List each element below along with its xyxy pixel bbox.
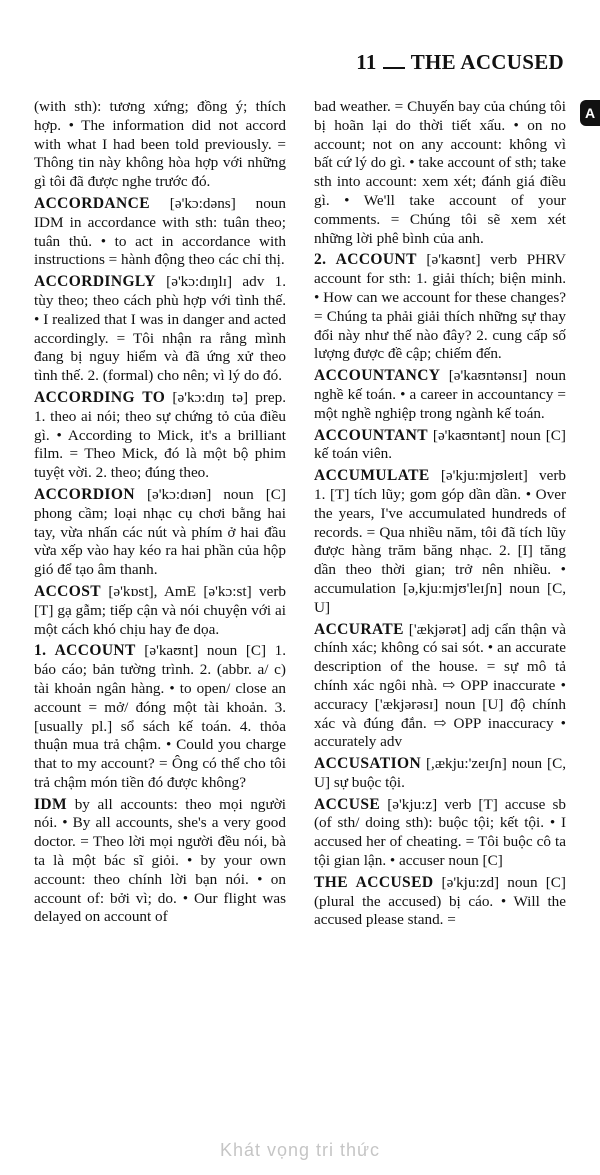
entry-according-to: ACCORDING TO [ə'kɔ:dɪŋ tə] prep. 1. theo ai nói; theo sự chứng tỏ của điều gì. • According to Mick, it's a brilliant film. = Theo Mick, đó là một bộ phim tuyệt vời. 2. theo; đúng theo. bbox=[34, 388, 286, 482]
headword: ACCORDING TO bbox=[34, 388, 166, 406]
entry-account-continued: bad weather. = Chuyến bay của chúng tôi bị hoãn lại do thời tiết xấu. • on no account; not on any account: không vì bất cứ lý do gì. • take account of sth; take sth into account: xem xét; đánh giá điều gì. • We'll take account of your comments. = Chúng tôi sẽ xem xét những lời phê bình của anh. bbox=[314, 98, 566, 247]
headword: 2. ACCOUNT bbox=[314, 251, 417, 269]
entry-accordion: ACCORDION [ə'kɔ:dɪən] noun [C] phong cầm; loại nhạc cụ chơi bằng hai tay, vừa nhấn các nút và phím ở hai đầu vừa xếp vào hay kéo ra hai phần của hộp gió để tạo âm thanh. bbox=[34, 485, 286, 579]
headword: ACCUSE bbox=[314, 795, 381, 813]
entry-accusation: ACCUSATION [,ækju:'zeɪʃn] noun [C, U] sự buộc tội. bbox=[314, 755, 566, 791]
entry-accordance: ACCORDANCE [ə'kɔ:dəns] noun IDM in accordance with sth: tuân theo; tuân thủ. • to act in accordance with instructions = hành động theo các chỉ thị. bbox=[34, 194, 286, 269]
watermark: Khát vọng tri thức bbox=[219, 1140, 381, 1160]
page-number: 11 bbox=[356, 50, 377, 74]
headword: IDM bbox=[34, 795, 68, 813]
right-column bbox=[314, 98, 566, 933]
headword: ACCOST bbox=[34, 582, 101, 600]
entry-accurate: ACCURATE ['ækjərət] adj cẩn thận và chính xác; không có sai sót. • an accurate description of the house. = sự mô tả chính xác ngôi nhà. ⇨ OPP inaccurate • accuracy ['ækjərəsɪ] noun [U] độ chính xác và đúng đắn. ⇨ OPP inaccuracy • accurately adv bbox=[314, 620, 566, 751]
entry-accuse: ACCUSE [ə'kju:z] verb [T] accuse sb (of sth/ doing sth): buộc tội; kết tội. • I accused her of cheating. = Tôi buộc cô ta tội gian lận. • accuser noun [C] bbox=[314, 795, 566, 870]
headword: ACCUMULATE bbox=[314, 467, 430, 485]
entry-account-noun: 1. ACCOUNT [ə'kaʊnt] noun [C] 1. báo cáo; bản tường trình. 2. (abbr. a/ c) tài khoản ngân hàng. • to open/ close an account = mở/ đóng một tài khoản. 3. [usually pl.] sổ sách kế toán. 4. thỏa thuận mua trả chậm. • Could you charge that to my account? = Ông có thể cho tôi trả chậm món tiền đó được không? bbox=[34, 642, 286, 791]
entry-accountant: ACCOUNTANT [ə'kaʊntənt] noun [C] kế toán viên. bbox=[314, 426, 566, 463]
entry-accord-continued: (with sth): tương xứng; đồng ý; thích hợp. • The information did not accord with what I had been told previously. = Thông tin này không hòa hợp với những gì tôi đã được nghe trước đó. bbox=[34, 98, 286, 191]
headword: ACCORDINGLY bbox=[34, 273, 156, 291]
headword: ACCURATE bbox=[314, 620, 404, 638]
headword: ACCUSATION bbox=[314, 755, 422, 773]
headword: 1. ACCOUNT bbox=[34, 642, 136, 660]
entry-accountancy: ACCOUNTANCY [ə'kaʊntənsɪ] noun nghề kế toán. • a career in accountancy = một nghề nghiệp trong ngành kế toán. bbox=[314, 367, 566, 422]
headword: ACCOUNTANT bbox=[314, 426, 428, 444]
entry-account-idioms: IDM by all accounts: theo mọi người nói. • By all accounts, she's a very good doctor. = Theo lời mọi người đều nói, bà ta là một bác sĩ giỏi. • by your own account: theo chính lời bạn nói. • on account of: bởi vì; do. • Our flight was delayed on account of bbox=[34, 795, 286, 926]
entry-accost: ACCOST [ə'kɒst], AmE [ə'kɔ:st] verb [T] gạ gẫm; tiếp cận và nói chuyện với ai một cách khó chịu hay đe dọa. bbox=[34, 582, 286, 638]
entry-accumulate: ACCUMULATE [ə'kju:mjʊleɪt] verb 1. [T] tích lũy; gom góp dần dần. • Over the years, I've accumulated hundreds of records. = Qua nhiều năm, tôi đã tích lũy được hàng trăm băng nhạc. 2. [I] tăng dần theo thời gian; trở nên nhiều. • accumulation [ə,kju:mjʊ'leɪʃn] noun [C, U] bbox=[314, 467, 566, 616]
guide-word: THE ACCUSED bbox=[410, 50, 564, 74]
entry-the-accused: THE ACCUSED [ə'kju:zd] noun [C] (plural the accused) bị cáo. • Will the accused please stand. = bbox=[314, 873, 566, 929]
headword: ACCORDION bbox=[34, 485, 135, 503]
entry-account-verb: 2. ACCOUNT [ə'kaʊnt] verb PHRV account for sth: 1. giải thích; biện minh. • How can we account for these changes? = Chúng ta phải giải thích những sự thay đổi này như thế nào đây? 2. cung cấp số lượng được đề cập; chiếm đến. bbox=[314, 251, 567, 363]
headword: ACCORDANCE bbox=[34, 194, 150, 212]
entry-accordingly: ACCORDINGLY [ə'kɔ:dɪŋlɪ] adv 1. tùy theo; theo cách phù hợp với tình thế. • I realized that I was in danger and acted accordingly. = Tôi nhận ra rằng mình đang bị nguy hiểm và đã ứng xử theo tình thế. 2. (formal) cho nên; vì lý do đó. bbox=[34, 273, 286, 385]
left-column bbox=[34, 98, 286, 930]
headword: THE ACCUSED bbox=[314, 873, 434, 891]
page-header bbox=[356, 50, 564, 75]
header-rule bbox=[383, 67, 405, 69]
headword: ACCOUNTANCY bbox=[314, 367, 441, 385]
thumb-index-tab: A bbox=[580, 100, 600, 126]
